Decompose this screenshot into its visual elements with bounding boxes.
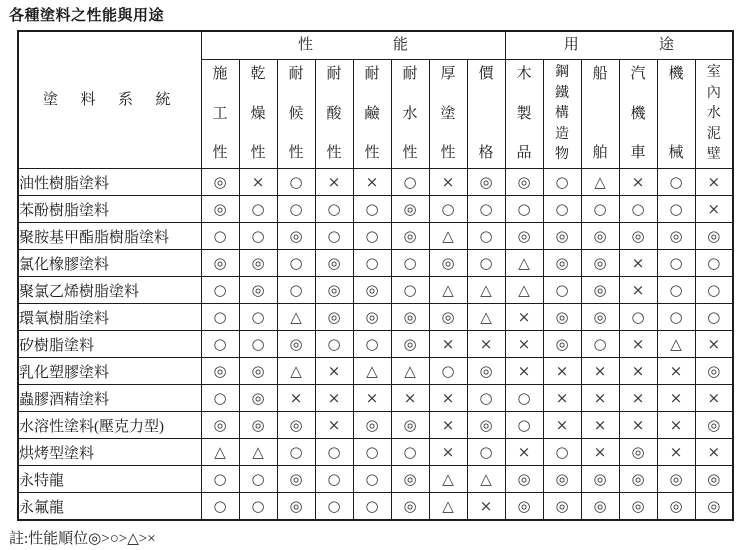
rating-cell: ◎ bbox=[657, 493, 695, 521]
column-header-label bbox=[316, 67, 353, 161]
rating-cell: ◎ bbox=[467, 412, 505, 439]
table-row bbox=[18, 196, 733, 223]
rating-cell: ○ bbox=[315, 466, 353, 493]
rating-cell: × bbox=[315, 169, 353, 196]
header-char: 性 bbox=[288, 145, 304, 161]
rating-cell: ◎ bbox=[201, 196, 239, 223]
rating-cell: ○ bbox=[429, 358, 467, 385]
rating-cell: ◎ bbox=[239, 412, 277, 439]
table-row bbox=[18, 169, 733, 196]
rating-cell: ◎ bbox=[201, 412, 239, 439]
rating-cell: △ bbox=[277, 358, 315, 385]
rating-cell: × bbox=[429, 331, 467, 358]
rating-cell: ◎ bbox=[239, 358, 277, 385]
rating-cell: ◎ bbox=[353, 277, 391, 304]
row-label: 聚胺基甲酯脂樹脂塗料 bbox=[18, 223, 201, 250]
rating-cell: ○ bbox=[467, 439, 505, 466]
header-char: 構 bbox=[555, 106, 570, 121]
rating-cell: ○ bbox=[201, 493, 239, 521]
rating-cell: × bbox=[505, 439, 543, 466]
rating-cell: ◎ bbox=[657, 223, 695, 250]
header-char: 水 bbox=[706, 106, 721, 121]
column-header-label bbox=[620, 67, 657, 161]
rating-cell: ◎ bbox=[391, 223, 429, 250]
rating-cell: × bbox=[391, 385, 429, 412]
header-char: 燥 bbox=[250, 105, 266, 122]
header-char: 鐵 bbox=[555, 85, 570, 101]
header-char: 料 bbox=[80, 91, 96, 108]
rating-cell: ◎ bbox=[543, 304, 581, 331]
rating-cell: ○ bbox=[353, 439, 391, 466]
rating-cell: ◎ bbox=[201, 169, 239, 196]
row-label: 氯化橡膠塗料 bbox=[18, 250, 201, 277]
header-char: 車 bbox=[630, 145, 646, 161]
rating-cell: × bbox=[695, 169, 733, 196]
rating-cell: ○ bbox=[277, 196, 315, 223]
rating-cell: ○ bbox=[201, 466, 239, 493]
rating-cell: × bbox=[619, 331, 657, 358]
rating-cell: ◎ bbox=[353, 304, 391, 331]
header-char: 性 bbox=[212, 145, 228, 161]
rating-cell: ◎ bbox=[467, 169, 505, 196]
rating-cell: ○ bbox=[657, 304, 695, 331]
rating-cell: × bbox=[581, 358, 619, 385]
rating-cell: ◎ bbox=[505, 466, 543, 493]
rating-cell: △ bbox=[467, 304, 505, 331]
rating-cell: ○ bbox=[353, 196, 391, 223]
table-row bbox=[18, 304, 733, 331]
rating-cell: ○ bbox=[201, 385, 239, 412]
header-char: 水 bbox=[402, 105, 418, 122]
rating-cell: ○ bbox=[277, 277, 315, 304]
group-header-row bbox=[18, 31, 733, 60]
rating-cell: × bbox=[467, 331, 505, 358]
column-header bbox=[277, 60, 315, 169]
rating-cell: ○ bbox=[467, 250, 505, 277]
rating-cell: ◎ bbox=[581, 466, 619, 493]
rating-cell: ○ bbox=[543, 439, 581, 466]
rating-cell: ○ bbox=[201, 277, 239, 304]
header-char: 製 bbox=[516, 105, 532, 122]
header-char: 系 bbox=[117, 91, 133, 108]
rating-cell: ○ bbox=[353, 331, 391, 358]
rating-cell: △ bbox=[657, 331, 695, 358]
header-char: 耐 bbox=[402, 66, 418, 82]
rating-cell: × bbox=[619, 250, 657, 277]
rating-cell: × bbox=[543, 385, 581, 412]
column-header bbox=[695, 60, 733, 169]
rating-cell: ○ bbox=[277, 250, 315, 277]
column-header bbox=[315, 60, 353, 169]
column-header-label bbox=[354, 67, 391, 161]
rating-cell: ○ bbox=[581, 331, 619, 358]
rating-cell: △ bbox=[201, 439, 239, 466]
rating-cell: ◎ bbox=[315, 277, 353, 304]
rating-cell: ○ bbox=[201, 223, 239, 250]
rating-cell: ◎ bbox=[277, 331, 315, 358]
rating-cell: ○ bbox=[581, 196, 619, 223]
corner-header-label bbox=[19, 93, 201, 108]
rating-cell: ◎ bbox=[543, 493, 581, 521]
row-label: 蟲膠酒精塗料 bbox=[18, 385, 201, 412]
rating-cell: ○ bbox=[467, 385, 505, 412]
rating-cell: ○ bbox=[277, 169, 315, 196]
column-group-label bbox=[202, 38, 505, 53]
rating-cell: × bbox=[429, 385, 467, 412]
rating-cell: × bbox=[353, 385, 391, 412]
rating-cell: ○ bbox=[543, 169, 581, 196]
rating-cell: × bbox=[315, 412, 353, 439]
rating-cell: ○ bbox=[657, 196, 695, 223]
rating-cell: × bbox=[505, 331, 543, 358]
column-header-label bbox=[468, 67, 505, 161]
rating-cell: △ bbox=[467, 277, 505, 304]
rating-cell: △ bbox=[429, 493, 467, 521]
column-header bbox=[467, 60, 505, 169]
column-header-label bbox=[658, 67, 695, 161]
rating-cell: ○ bbox=[353, 250, 391, 277]
column-header-label bbox=[278, 67, 315, 161]
column-header-label bbox=[506, 67, 543, 161]
table-row bbox=[18, 385, 733, 412]
rating-cell: ○ bbox=[239, 466, 277, 493]
rating-cell: ◎ bbox=[619, 493, 657, 521]
rating-cell: ◎ bbox=[315, 250, 353, 277]
header-char: 鋼 bbox=[555, 65, 570, 80]
header-char: 性 bbox=[250, 145, 266, 161]
header-char: 施 bbox=[212, 66, 228, 82]
rating-cell: ◎ bbox=[657, 466, 695, 493]
column-group-usage bbox=[505, 31, 733, 60]
header-char: 塗 bbox=[43, 91, 59, 108]
rating-cell: × bbox=[239, 169, 277, 196]
header-char: 用 bbox=[563, 37, 579, 53]
rating-cell: × bbox=[657, 358, 695, 385]
rating-cell: ◎ bbox=[505, 493, 543, 521]
rating-cell: △ bbox=[239, 439, 277, 466]
header-char: 性 bbox=[326, 145, 342, 161]
column-header-label bbox=[544, 66, 581, 162]
rating-cell: × bbox=[695, 196, 733, 223]
rating-cell: × bbox=[657, 412, 695, 439]
rating-cell: ◎ bbox=[543, 331, 581, 358]
rating-cell: ◎ bbox=[391, 196, 429, 223]
header-char: 性 bbox=[440, 145, 456, 161]
column-header bbox=[239, 60, 277, 169]
table-body bbox=[18, 169, 733, 521]
rating-cell: ◎ bbox=[201, 250, 239, 277]
rating-cell: × bbox=[429, 169, 467, 196]
rating-cell: ○ bbox=[505, 385, 543, 412]
table-row bbox=[18, 493, 733, 521]
legend-note: 註:性能順位◎>○>△>× bbox=[9, 531, 156, 547]
header-char: 室 bbox=[706, 65, 721, 80]
rating-cell: △ bbox=[277, 304, 315, 331]
rating-cell: ◎ bbox=[543, 466, 581, 493]
header-char: 格 bbox=[478, 145, 494, 161]
rating-cell: ◎ bbox=[391, 304, 429, 331]
header-char: 耐 bbox=[364, 66, 380, 82]
header-char: 厚 bbox=[440, 66, 456, 82]
rating-cell: × bbox=[657, 439, 695, 466]
rating-cell: ○ bbox=[315, 439, 353, 466]
column-header-label bbox=[240, 67, 277, 161]
rating-cell: × bbox=[543, 358, 581, 385]
header-char: 統 bbox=[155, 91, 171, 108]
rating-cell: ◎ bbox=[505, 223, 543, 250]
rating-cell: ○ bbox=[391, 439, 429, 466]
header-char: 性 bbox=[298, 37, 314, 53]
rating-cell: ◎ bbox=[277, 466, 315, 493]
rating-cell: ○ bbox=[391, 277, 429, 304]
rating-cell: × bbox=[619, 385, 657, 412]
rating-cell: × bbox=[467, 493, 505, 521]
header-char: 舶 bbox=[592, 145, 608, 161]
rating-cell: ◎ bbox=[239, 277, 277, 304]
rating-cell: ○ bbox=[201, 331, 239, 358]
column-header bbox=[391, 60, 429, 169]
rating-cell: × bbox=[619, 169, 657, 196]
rating-cell: ◎ bbox=[695, 493, 733, 521]
rating-cell: △ bbox=[429, 223, 467, 250]
header-char: 機 bbox=[668, 66, 684, 82]
header-char: 酸 bbox=[326, 105, 342, 122]
rating-cell: × bbox=[619, 277, 657, 304]
page-title: 各種塗料之性能與用途 bbox=[9, 8, 165, 24]
rating-cell: ○ bbox=[695, 250, 733, 277]
rating-cell: × bbox=[505, 304, 543, 331]
rating-cell: ◎ bbox=[581, 304, 619, 331]
header-char: 物 bbox=[555, 147, 570, 162]
rating-cell: × bbox=[505, 358, 543, 385]
rating-cell: ◎ bbox=[239, 250, 277, 277]
rating-cell: ○ bbox=[315, 223, 353, 250]
row-label: 油性樹脂塗料 bbox=[18, 169, 201, 196]
rating-cell: ◎ bbox=[581, 277, 619, 304]
table-row bbox=[18, 250, 733, 277]
header-char: 造 bbox=[555, 126, 570, 142]
header-char: 壁 bbox=[706, 147, 721, 162]
table-row bbox=[18, 331, 733, 358]
rating-cell: ○ bbox=[657, 250, 695, 277]
header-char: 內 bbox=[706, 85, 721, 101]
rating-cell: ○ bbox=[201, 304, 239, 331]
header-char: 品 bbox=[516, 145, 532, 161]
rating-cell: ◎ bbox=[695, 466, 733, 493]
header-char: 木 bbox=[516, 66, 532, 82]
header-char: 汽 bbox=[630, 66, 646, 82]
rating-cell: ○ bbox=[353, 466, 391, 493]
rating-cell: ◎ bbox=[239, 385, 277, 412]
header-char: 機 bbox=[630, 105, 646, 122]
rating-cell: ○ bbox=[657, 169, 695, 196]
rating-cell: ◎ bbox=[619, 439, 657, 466]
table-header bbox=[18, 31, 733, 169]
rating-cell: △ bbox=[467, 466, 505, 493]
rating-cell: ◎ bbox=[277, 412, 315, 439]
rating-cell: ◎ bbox=[581, 250, 619, 277]
column-header bbox=[543, 60, 581, 169]
rating-cell: ◎ bbox=[391, 493, 429, 521]
rating-cell: ◎ bbox=[391, 466, 429, 493]
rating-cell: ○ bbox=[695, 304, 733, 331]
rating-cell: ◎ bbox=[695, 223, 733, 250]
header-char: 工 bbox=[212, 105, 228, 122]
column-header bbox=[201, 60, 239, 169]
rating-cell: ○ bbox=[239, 304, 277, 331]
column-header-label bbox=[696, 66, 733, 162]
header-char: 能 bbox=[393, 37, 409, 53]
rating-cell: ◎ bbox=[391, 412, 429, 439]
row-label: 環氧樹脂塗料 bbox=[18, 304, 201, 331]
table-row bbox=[18, 223, 733, 250]
rating-cell: △ bbox=[505, 277, 543, 304]
header-char: 候 bbox=[288, 105, 304, 122]
header-char: 泥 bbox=[706, 126, 721, 142]
rating-cell: ○ bbox=[239, 196, 277, 223]
rating-cell: × bbox=[353, 169, 391, 196]
rating-cell: ◎ bbox=[315, 304, 353, 331]
row-label: 永氟龍 bbox=[18, 493, 201, 521]
rating-cell: △ bbox=[391, 358, 429, 385]
rating-cell: ◎ bbox=[201, 358, 239, 385]
row-label: 乳化塑膠塗料 bbox=[18, 358, 201, 385]
rating-cell: ○ bbox=[277, 439, 315, 466]
rating-cell: × bbox=[429, 412, 467, 439]
rating-cell: ◎ bbox=[467, 358, 505, 385]
rating-cell: × bbox=[581, 385, 619, 412]
rating-cell: ◎ bbox=[581, 223, 619, 250]
row-label: 水溶性塗料(壓克力型) bbox=[18, 412, 201, 439]
table-row bbox=[18, 277, 733, 304]
rating-cell: ○ bbox=[619, 304, 657, 331]
row-label: 苯酚樹脂塗料 bbox=[18, 196, 201, 223]
rating-cell: ○ bbox=[391, 250, 429, 277]
rating-cell: △ bbox=[505, 250, 543, 277]
rating-cell: × bbox=[277, 385, 315, 412]
row-label: 永特龍 bbox=[18, 466, 201, 493]
rating-cell: ◎ bbox=[543, 250, 581, 277]
header-char: 價 bbox=[478, 66, 494, 82]
column-header-label bbox=[582, 67, 619, 161]
rating-cell: ○ bbox=[429, 196, 467, 223]
rating-cell: ◎ bbox=[429, 304, 467, 331]
rating-cell: ◎ bbox=[695, 412, 733, 439]
rating-cell: × bbox=[695, 331, 733, 358]
rating-cell: △ bbox=[429, 466, 467, 493]
rating-cell: × bbox=[543, 412, 581, 439]
column-header-label bbox=[202, 67, 239, 161]
rating-cell: ○ bbox=[543, 196, 581, 223]
rating-cell: ○ bbox=[657, 277, 695, 304]
table-row bbox=[18, 358, 733, 385]
rating-cell: ○ bbox=[353, 493, 391, 521]
rating-cell: × bbox=[619, 358, 657, 385]
column-header bbox=[581, 60, 619, 169]
rating-cell: × bbox=[619, 412, 657, 439]
rating-cell: × bbox=[581, 412, 619, 439]
rating-cell: ○ bbox=[353, 223, 391, 250]
column-header bbox=[619, 60, 657, 169]
rating-cell: ◎ bbox=[543, 223, 581, 250]
corner-header-coating-system bbox=[18, 31, 201, 169]
rating-cell: ◎ bbox=[277, 493, 315, 521]
column-header bbox=[657, 60, 695, 169]
header-char: 耐 bbox=[288, 66, 304, 82]
header-char: 途 bbox=[658, 37, 674, 53]
rating-cell: ○ bbox=[619, 196, 657, 223]
rating-cell: ○ bbox=[315, 493, 353, 521]
coatings-table bbox=[17, 30, 734, 521]
rating-cell: ○ bbox=[315, 196, 353, 223]
rating-cell: ◎ bbox=[619, 466, 657, 493]
column-header-label bbox=[392, 67, 429, 161]
column-group-label bbox=[506, 38, 733, 53]
rating-cell: △ bbox=[353, 358, 391, 385]
rating-cell: ○ bbox=[467, 223, 505, 250]
rating-cell: ◎ bbox=[619, 223, 657, 250]
header-char: 塗 bbox=[440, 105, 456, 122]
rating-cell: × bbox=[581, 439, 619, 466]
rating-cell: ○ bbox=[315, 331, 353, 358]
header-char: 械 bbox=[668, 145, 684, 161]
rating-cell: × bbox=[315, 358, 353, 385]
rating-cell: × bbox=[315, 385, 353, 412]
rating-cell: ○ bbox=[239, 331, 277, 358]
table-row bbox=[18, 412, 733, 439]
row-label: 聚氯乙烯樹脂塗料 bbox=[18, 277, 201, 304]
rating-cell: △ bbox=[429, 277, 467, 304]
rating-cell: ◎ bbox=[695, 358, 733, 385]
rating-cell: × bbox=[429, 439, 467, 466]
header-char: 乾 bbox=[250, 66, 266, 82]
rating-cell: ○ bbox=[505, 196, 543, 223]
header-char: 性 bbox=[402, 145, 418, 161]
rating-cell: ○ bbox=[239, 223, 277, 250]
rating-cell: × bbox=[695, 385, 733, 412]
table-row bbox=[18, 439, 733, 466]
column-group-performance bbox=[201, 31, 505, 60]
row-label: 矽樹脂塗料 bbox=[18, 331, 201, 358]
rating-cell: ◎ bbox=[581, 493, 619, 521]
column-header bbox=[353, 60, 391, 169]
table-row bbox=[18, 466, 733, 493]
rating-cell: △ bbox=[581, 169, 619, 196]
column-header bbox=[429, 60, 467, 169]
rating-cell: ○ bbox=[391, 169, 429, 196]
rating-cell: ○ bbox=[695, 277, 733, 304]
rating-cell: ◎ bbox=[429, 250, 467, 277]
rating-cell: ○ bbox=[505, 412, 543, 439]
header-char: 鹼 bbox=[364, 105, 380, 122]
rating-cell: ◎ bbox=[277, 223, 315, 250]
rating-cell: ◎ bbox=[353, 412, 391, 439]
rating-cell: ◎ bbox=[505, 169, 543, 196]
rating-cell: × bbox=[657, 385, 695, 412]
header-char: 耐 bbox=[326, 66, 342, 82]
row-label: 烘烤型塗料 bbox=[18, 439, 201, 466]
rating-cell: × bbox=[695, 439, 733, 466]
column-header-label bbox=[430, 67, 467, 161]
rating-cell: ○ bbox=[467, 196, 505, 223]
header-char: 性 bbox=[364, 145, 380, 161]
rating-cell: ◎ bbox=[391, 331, 429, 358]
column-header bbox=[505, 60, 543, 169]
rating-cell: ○ bbox=[543, 277, 581, 304]
rating-cell: ○ bbox=[239, 493, 277, 521]
header-char: 船 bbox=[592, 66, 608, 82]
